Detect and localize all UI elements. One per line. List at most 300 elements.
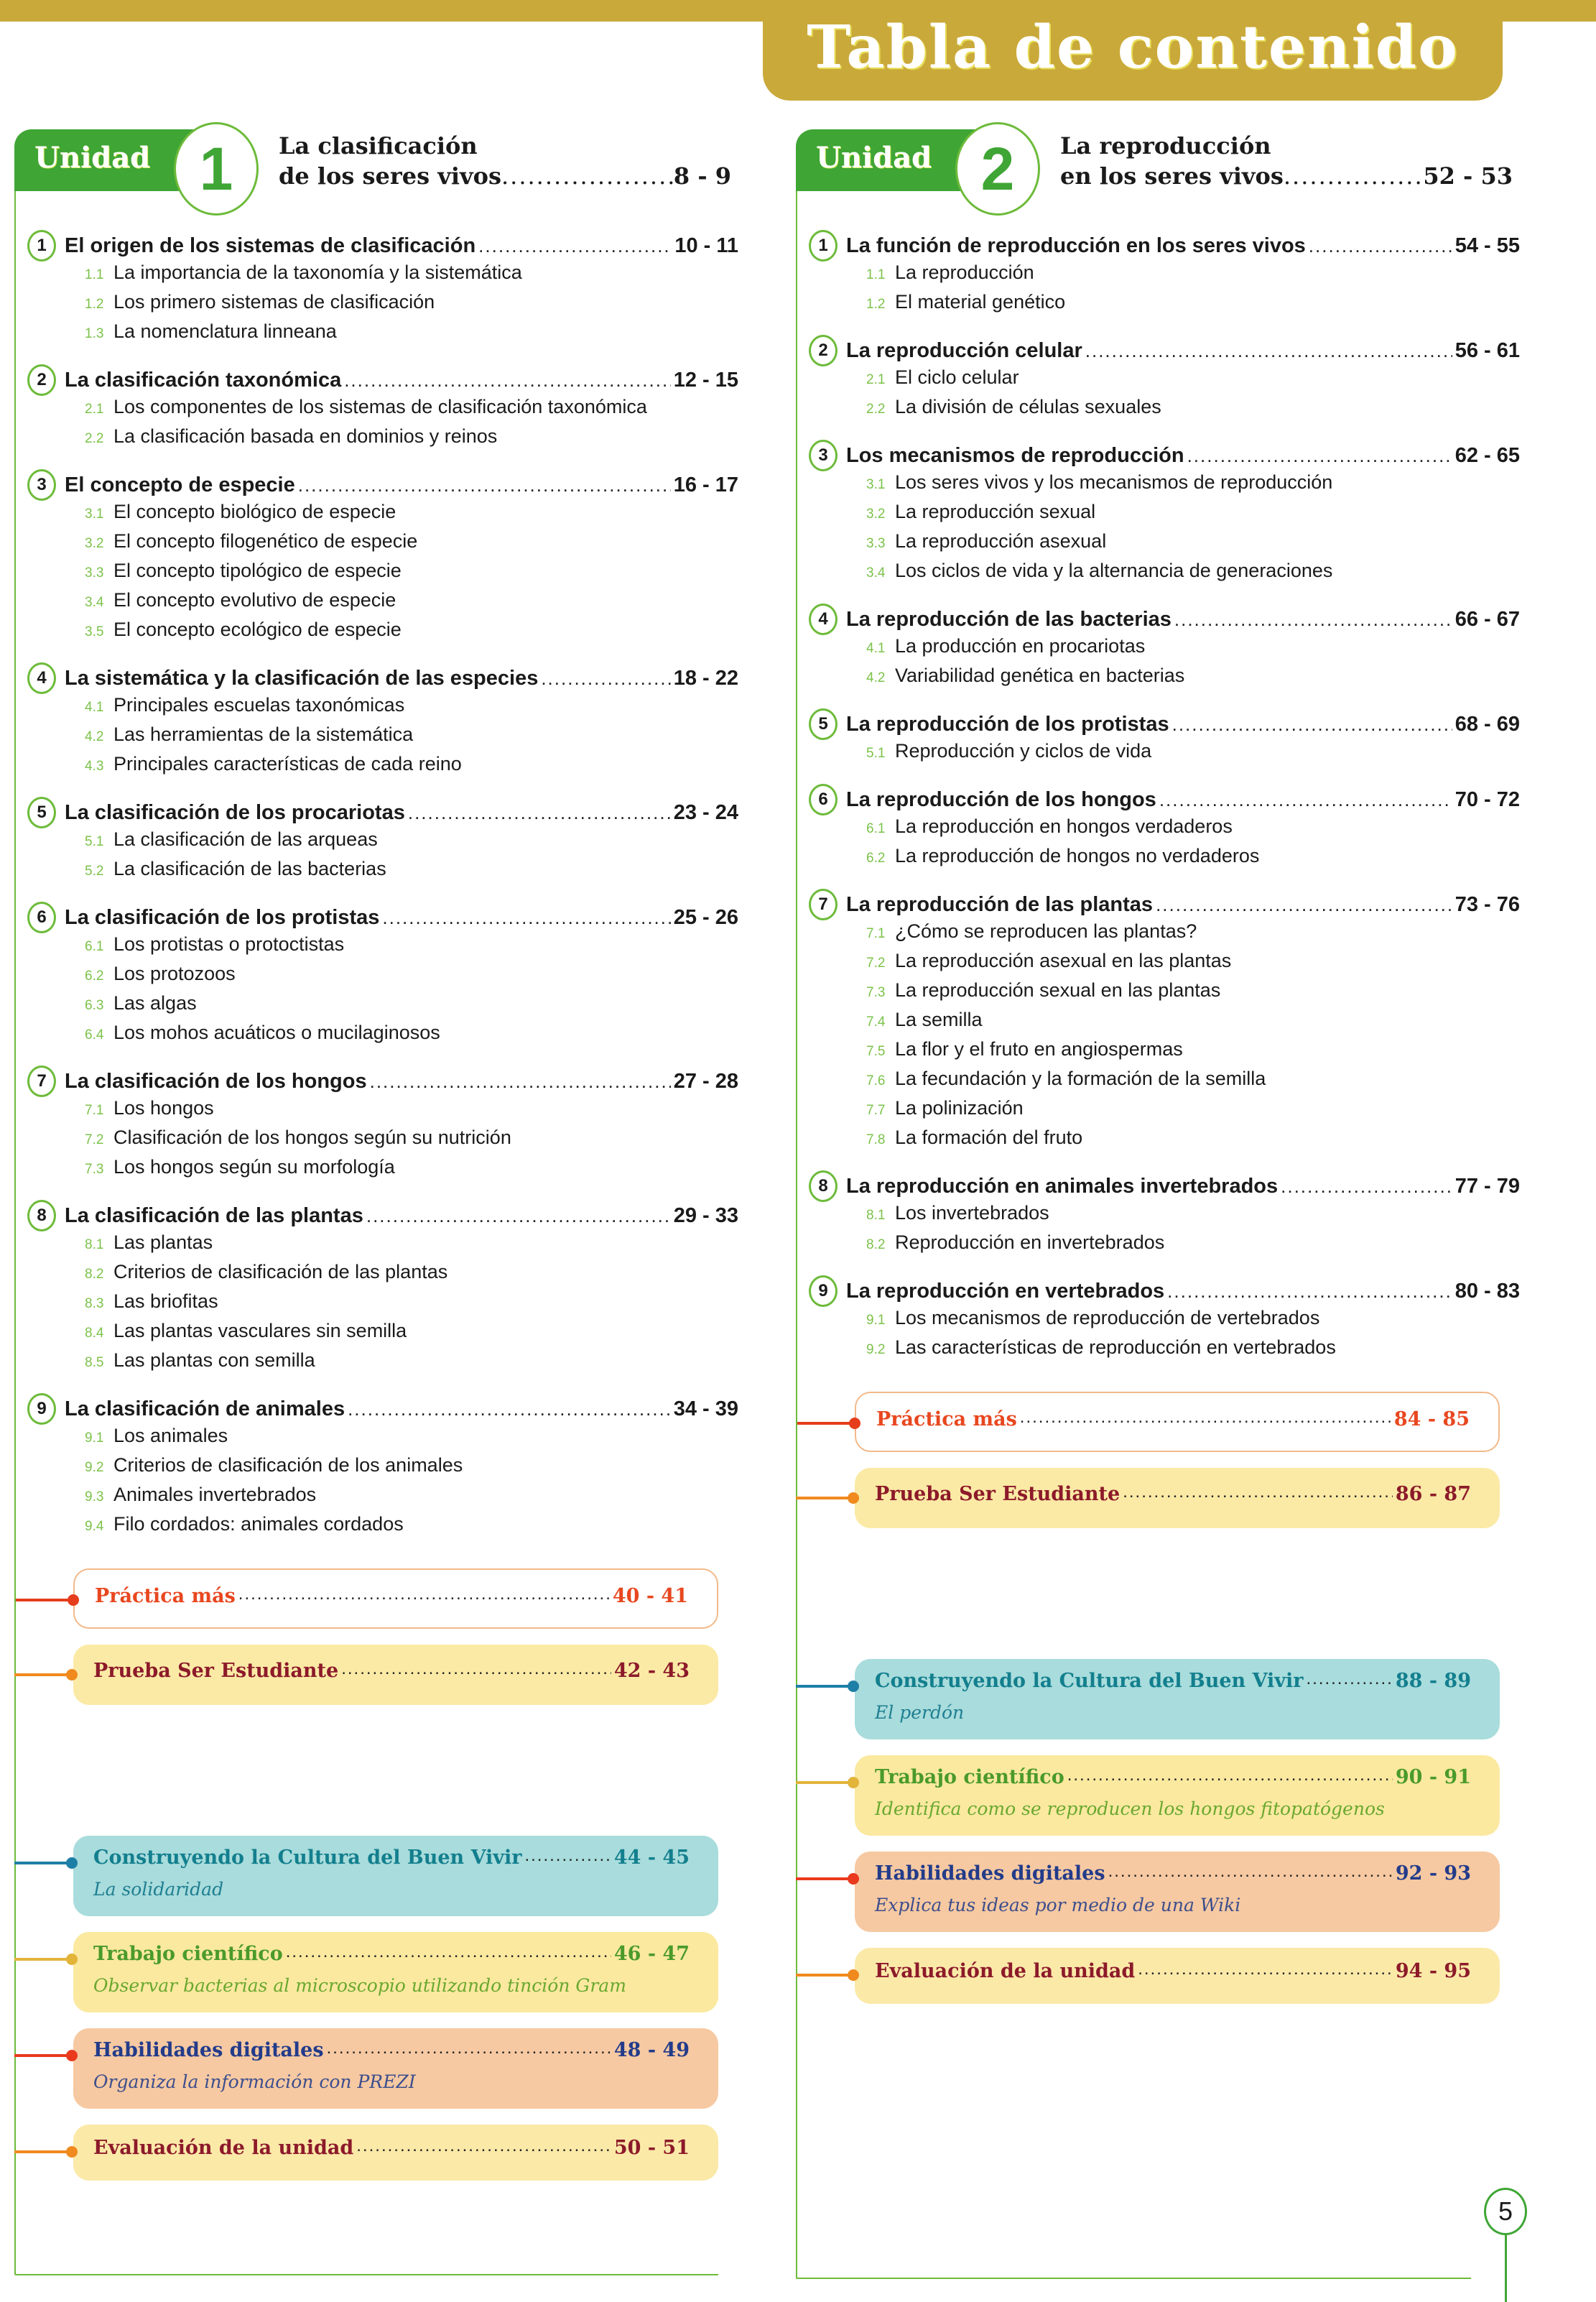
unit-header[interactable] [14,122,776,208]
subtopic-item[interactable] [809,1038,1520,1068]
unit-label: Unidad [34,141,151,175]
prueba-box[interactable] [855,1468,1500,1528]
unit-number-badge [955,122,1040,216]
topic-link[interactable] [809,1275,1520,1307]
subtopic-number: 8.1 [866,1208,886,1223]
connector-line [14,2054,73,2057]
subtopic-text: Las plantas con semilla [113,1349,315,1371]
subtopic-item[interactable] [809,740,1520,769]
subtopic-item[interactable] [27,1484,738,1513]
subtopic-number: 3.4 [85,595,104,610]
topic-link[interactable] [27,1066,738,1097]
topic-pages: 34 - 39 [673,1397,738,1420]
subtopic-item[interactable] [27,589,738,619]
connector-line [14,2150,73,2153]
subtopic-text: El concepto evolutivo de especie [113,589,396,611]
topic-number-badge: 2 [27,364,56,396]
trabajo-pages: 46 - 47 [613,1943,690,1965]
subtopic-text: Las herramientas de la sistemática [113,724,414,745]
buenvivir-pages: 88 - 89 [1395,1670,1471,1692]
subtopic-text: Las plantas [113,1231,213,1253]
subtopic-number: 3.1 [85,507,104,522]
subtopic-item[interactable] [809,262,1520,291]
dot-leader [478,235,672,262]
topic-number-badge: 5 [809,708,838,740]
dot-leader [286,1942,611,1966]
subtopic-number: 1.2 [866,297,886,312]
dot-leader [1085,340,1452,366]
subtopic-text: La fecundación y la formación de la semilla [895,1068,1266,1089]
dot-leader [370,1071,671,1097]
trabajo-box[interactable] [73,1932,718,2012]
subtopic-item[interactable] [27,1097,738,1127]
topic-link[interactable] [27,364,738,396]
subtopic-item[interactable] [27,262,738,291]
subtopic-item[interactable] [27,963,738,992]
subtopic-number: 7.2 [866,956,886,971]
subtopic-item[interactable] [809,366,1520,396]
subtopic-number: 2.1 [85,402,104,417]
dot-leader [541,667,670,694]
subtopic-item[interactable] [809,1336,1520,1366]
subtopic-item[interactable] [27,1290,738,1320]
subtopic-number: 4.3 [85,759,104,774]
subtopic-number: 2.2 [866,402,886,417]
subtopic-item[interactable] [27,828,738,858]
topic-item [809,708,1520,769]
evaluacion-box[interactable] [73,2125,718,2181]
topic-number-badge: 1 [27,230,56,262]
topic-item [809,335,1520,425]
habilidades-box[interactable] [855,1852,1500,1932]
subtopic-number: 6.2 [85,969,104,984]
connector-line [796,1974,855,1977]
dot-leader [327,2038,611,2062]
subtopic-number: 7.2 [85,1132,104,1147]
practica-box[interactable] [73,1568,718,1629]
subtopic-number: 7.3 [866,985,886,1000]
subtopic-item[interactable] [27,933,738,963]
topic-title: La clasificación taxonómica [65,368,342,392]
topic-title: La reproducción celular [846,338,1082,362]
unit-title-line1: La clasificación [279,132,478,160]
unit-pages: 52 - 53 [1423,162,1513,190]
practica-title: Práctica más [876,1408,1017,1430]
trabajo-title: Trabajo científico [875,1766,1064,1788]
subtopic-number: 7.1 [85,1103,104,1118]
subtopic-text: La reproducción sexual en las plantas [895,979,1221,1001]
subtopic-number: 7.3 [85,1162,104,1177]
unit-header[interactable] [796,122,1557,208]
page-title: Tabla de contenido [807,13,1459,82]
subtopic-text: La clasificación basada en dominios y reinos [113,425,498,447]
topic-title: La función de reproducción en los seres vivos [846,234,1306,257]
topic-item [809,1275,1520,1366]
subtopic-item[interactable] [809,665,1520,694]
prueba-box[interactable] [73,1645,718,1705]
subtopic-item[interactable] [27,992,738,1022]
subtopic-number: 7.6 [866,1073,886,1088]
topic-link[interactable] [809,440,1520,471]
subtopic-number: 1.1 [866,267,886,282]
subtopic-item[interactable] [27,396,738,425]
topic-item [809,784,1520,874]
subtopic-text: Los mecanismos de reproducción de vertebrados [895,1307,1320,1328]
subtopic-text: Los mohos acuáticos o mucilaginosos [113,1022,440,1043]
subtopic-number: 7.7 [866,1103,886,1118]
subtopic-item[interactable] [27,1320,738,1349]
practica-pages: 40 - 41 [612,1585,688,1607]
subtopic-item[interactable] [809,950,1520,979]
topic-link[interactable] [809,889,1520,920]
subtopic-item[interactable] [809,920,1520,950]
subtopic-number: 8.1 [85,1237,104,1252]
topic-link[interactable] [27,230,738,262]
topic-item [27,662,738,782]
habilidades-pages: 92 - 93 [1395,1862,1471,1885]
subtopic-number: 3.2 [866,507,886,522]
subtopic-item[interactable] [809,1231,1520,1261]
buenvivir-subtitle: El perdón [875,1702,965,1723]
buenvivir-box[interactable] [73,1836,718,1916]
subtopic-item[interactable] [809,1202,1520,1231]
prueba-pages: 86 - 87 [1395,1483,1471,1505]
practica-pages: 84 - 85 [1393,1408,1470,1430]
unit-title-line1: La reproducción [1060,132,1271,160]
subtopic-number: 3.4 [866,565,886,581]
subtopic-number: 6.1 [866,821,886,836]
topic-number-badge: 4 [27,662,56,694]
subtopic-text: La clasificación de las arqueas [113,828,378,850]
subtopic-number: 8.2 [866,1237,886,1252]
dot-leader [1306,1669,1392,1693]
trabajo-pages: 90 - 91 [1395,1766,1471,1788]
buenvivir-title: Construyendo la Cultura del Buen Vivir [875,1670,1304,1692]
subtopic-text: El concepto biológico de especie [113,501,396,522]
unit-1-column [14,122,776,2278]
subtopic-number: 1.1 [85,267,104,282]
topic-item [27,1393,738,1543]
subtopic-text: Los protistas o protoctistas [113,933,345,955]
subtopic-item[interactable] [27,694,738,724]
topic-item [27,364,738,455]
subtopic-text: La flor y el fruto en angiospermas [895,1038,1183,1060]
topic-pages: 54 - 55 [1455,234,1520,257]
subtopic-text: Los primero sistemas de clasificación [113,291,435,313]
evaluacion-title: Evaluación de la unidad [93,2137,354,2159]
subtopic-number: 1.2 [85,297,104,312]
unit-title [279,131,731,191]
subtopic-text: Los ciclos de vida y la alternancia de generaciones [895,560,1333,581]
topic-pages: 62 - 65 [1455,443,1520,467]
topic-number-badge: 6 [809,784,838,815]
subtopic-number: 8.3 [85,1296,104,1311]
topic-pages: 70 - 72 [1455,787,1520,811]
subtopic-item[interactable] [809,1127,1520,1156]
topic-pages: 27 - 28 [673,1069,738,1093]
habilidades-subtitle: Organiza la información con PREZI [93,2071,416,2092]
frame-bottom-line [796,2278,1471,2279]
buenvivir-title: Construyendo la Cultura del Buen Vivir [93,1846,522,1869]
unit-tab [14,129,201,191]
topic-link[interactable] [27,469,738,501]
prueba-title: Prueba Ser Estudiante [93,1660,339,1682]
topic-number-badge: 9 [809,1275,838,1307]
subtopic-item[interactable] [809,1009,1520,1038]
topic-link[interactable] [27,902,738,933]
dot-leader [382,907,670,933]
topic-link[interactable] [809,335,1520,366]
topic-pages: 56 - 61 [1455,338,1520,362]
topic-title: La sistemática y la clasificación de las especies [65,666,539,690]
unit-2-column [796,122,1557,2278]
subtopic-text: Los seres vivos y los mecanismos de reproducción [895,471,1333,493]
topic-link[interactable] [809,604,1520,635]
subtopic-item[interactable] [809,635,1520,665]
unit-title [1060,131,1513,191]
subtopic-number: 5.1 [85,834,104,849]
unit-title-line2: en los seres vivos [1060,162,1284,190]
subtopic-item[interactable] [27,425,738,455]
unit-title-line2: de los seres vivos [279,162,501,190]
buenvivir-box[interactable] [855,1659,1500,1739]
dot-leader [298,474,671,501]
subtopic-item[interactable] [809,471,1520,501]
unit-pages: 8 - 9 [673,162,731,190]
subtopic-item[interactable] [809,979,1520,1009]
subtopic-item[interactable] [809,291,1520,320]
subtopic-text: Reproducción y ciclos de vida [895,740,1152,762]
dot-leader [1281,1175,1452,1202]
subtopic-item[interactable] [27,320,738,350]
subtopic-item[interactable] [27,1127,738,1156]
topic-number-badge: 7 [27,1066,56,1097]
topic-link[interactable] [809,784,1520,815]
dot-leader [1187,445,1452,471]
subtopic-number: 4.1 [85,700,104,715]
subtopic-number: 3.3 [866,536,886,551]
topic-link[interactable] [809,1170,1520,1202]
subtopic-item[interactable] [27,560,738,589]
subtopic-text: Los invertebrados [895,1202,1049,1224]
subtopic-item[interactable] [27,1231,738,1261]
subtopic-text: ¿Cómo se reproducen las plantas? [895,920,1197,942]
topic-item [809,440,1520,589]
subtopic-text: Criterios de clasificación de los animales [113,1454,463,1476]
subtopic-item[interactable] [27,753,738,782]
subtopic-number: 7.4 [866,1014,886,1030]
topic-pages: 77 - 79 [1455,1174,1520,1198]
subtopic-text: La nomenclatura linneana [113,320,337,342]
dot-leader [408,802,671,828]
habilidades-title: Habilidades digitales [93,2039,324,2061]
subtopic-item[interactable] [27,619,738,648]
subtopic-item[interactable] [27,1022,738,1051]
topic-item [809,889,1520,1156]
subtopic-item[interactable] [27,1261,738,1290]
evaluacion-box[interactable] [855,1948,1500,2004]
subtopic-item[interactable] [27,501,738,530]
extras-section [14,1568,733,2196]
subtopic-item[interactable] [809,845,1520,874]
habilidades-pages: 48 - 49 [613,2039,690,2061]
subtopic-item[interactable] [27,1156,738,1185]
dot-leader [524,1846,611,1869]
subtopic-item[interactable] [809,530,1520,560]
subtopic-text: Reproducción en invertebrados [895,1231,1165,1253]
dot-leader [1174,609,1452,635]
prueba-title: Prueba Ser Estudiante [875,1483,1121,1505]
subtopic-item[interactable] [809,396,1520,425]
practica-box[interactable] [855,1392,1500,1452]
topic-title: La clasificación de los procariotas [65,800,405,824]
page-number-line [1505,2235,1507,2302]
subtopic-number: 4.1 [866,641,886,656]
subtopic-item[interactable] [809,815,1520,845]
subtopic-text: Animales invertebrados [113,1484,317,1505]
subtopic-text: El ciclo celular [895,366,1019,388]
topic-number-badge: 7 [809,889,838,920]
connector-line [797,1422,856,1425]
subtopic-text: La reproducción asexual en las plantas [895,950,1232,971]
dot-leader [366,1205,671,1231]
subtopic-number: 8.5 [85,1355,104,1370]
buenvivir-pages: 44 - 45 [613,1846,690,1869]
subtopic-text: La reproducción de hongos no verdaderos [895,845,1260,866]
subtopic-number: 2.1 [866,372,886,387]
subtopic-text: Criterios de clasificación de las plantas [113,1261,448,1282]
unit-number-badge [174,122,259,216]
unit-label: Unidad [816,141,932,175]
subtopic-text: Los hongos [113,1097,214,1119]
subtopic-text: Los componentes de los sistemas de clasificación taxonómica [113,396,647,417]
topic-pages: 29 - 33 [673,1203,738,1227]
topic-number-badge: 2 [809,335,838,366]
topic-number-badge: 3 [27,469,56,501]
dot-leader [1159,789,1452,815]
topic-pages: 66 - 67 [1455,607,1520,631]
unit-number: 1 [199,134,233,203]
subtopic-number: 9.1 [85,1430,104,1446]
subtopic-text: La clasificación de las bacterias [113,858,386,879]
subtopic-item[interactable] [809,1068,1520,1097]
topic-number-badge: 3 [809,440,838,471]
subtopic-text: La división de células sexuales [895,396,1161,417]
subtopic-item[interactable] [27,1454,738,1484]
subtopic-text: La reproducción asexual [895,530,1107,552]
connector-line [796,1877,855,1880]
subtopic-item[interactable] [27,1425,738,1454]
trabajo-box[interactable] [855,1755,1500,1836]
subtopic-text: El concepto ecológico de especie [113,619,402,640]
subtopic-text: El concepto tipológico de especie [113,560,402,581]
dot-leader [1309,235,1452,262]
subtopic-text: La formación del fruto [895,1127,1083,1148]
practica-title: Práctica más [95,1585,236,1607]
subtopic-item[interactable] [27,858,738,887]
subtopic-text: La reproducción sexual [895,501,1096,522]
title-tab [763,0,1503,101]
frame-bottom-line [14,2274,718,2275]
subtopic-item[interactable] [809,1307,1520,1336]
topic-pages: 18 - 22 [673,666,738,690]
subtopic-text: La reproducción [895,262,1034,283]
subtopic-item[interactable] [809,1097,1520,1127]
subtopic-number: 9.3 [85,1489,104,1504]
subtopic-text: Las briofitas [113,1290,218,1312]
evaluacion-title: Evaluación de la unidad [875,1960,1136,1982]
habilidades-box[interactable] [73,2028,718,2109]
topic-item [27,469,738,648]
topic-number-badge: 8 [27,1200,56,1231]
topic-title: La reproducción de las plantas [846,892,1154,916]
topic-link[interactable] [27,1200,738,1231]
subtopic-number: 3.2 [85,536,104,551]
topic-pages: 25 - 26 [673,905,738,929]
topic-item [27,902,738,1051]
page-number-badge [1484,2188,1527,2235]
topic-pages: 68 - 69 [1455,712,1520,736]
subtopic-number: 3.1 [866,477,886,492]
connector-line [796,1685,855,1688]
topic-item [809,230,1520,320]
dot-leader [1284,161,1424,191]
buenvivir-subtitle: La solidaridad [93,1879,224,1900]
trabajo-title: Trabajo científico [93,1943,283,1965]
subtopic-item[interactable] [809,501,1520,530]
trabajo-subtitle: Identifica como se reproducen los hongos fitopatógenos [875,1798,1385,1819]
subtopic-number: 8.4 [85,1326,104,1341]
topic-item [27,1066,738,1185]
subtopic-text: Las plantas vasculares sin semilla [113,1320,407,1341]
subtopic-item[interactable] [27,1349,738,1379]
subtopic-number: 5.1 [866,746,886,761]
subtopic-number: 4.2 [85,729,104,744]
topic-link[interactable] [27,662,738,694]
dot-leader [1172,713,1452,740]
subtopic-number: 9.2 [866,1342,886,1357]
connector-line [796,1497,855,1499]
topic-link[interactable] [27,797,738,828]
topic-pages: 73 - 76 [1455,892,1520,916]
connector-line [14,1958,73,1961]
subtopic-item[interactable] [27,530,738,560]
topic-link[interactable] [27,1393,738,1425]
section-gap [796,1544,1514,1659]
subtopic-item[interactable] [27,1513,738,1543]
dot-leader [1067,1765,1393,1789]
topic-link[interactable] [809,708,1520,740]
subtopic-number: 7.5 [866,1044,886,1059]
dot-leader [1123,1482,1393,1506]
subtopic-item[interactable] [27,291,738,320]
topic-number-badge: 5 [27,797,56,828]
topic-number-badge: 1 [809,230,838,262]
topic-number-badge: 6 [27,902,56,933]
subtopic-text: Las características de reproducción en vertebrados [895,1336,1336,1358]
dot-leader [1108,1862,1393,1885]
dot-leader [1138,1959,1393,1983]
subtopic-text: El material genético [895,291,1066,313]
subtopic-text: Filo cordados: animales cordados [113,1513,404,1535]
topic-item [27,797,738,887]
topic-link[interactable] [809,230,1520,262]
topic-item [809,1170,1520,1261]
subtopic-item[interactable] [27,724,738,753]
subtopic-item[interactable] [809,560,1520,589]
topic-list [27,230,738,1557]
topic-pages: 80 - 83 [1455,1279,1520,1303]
